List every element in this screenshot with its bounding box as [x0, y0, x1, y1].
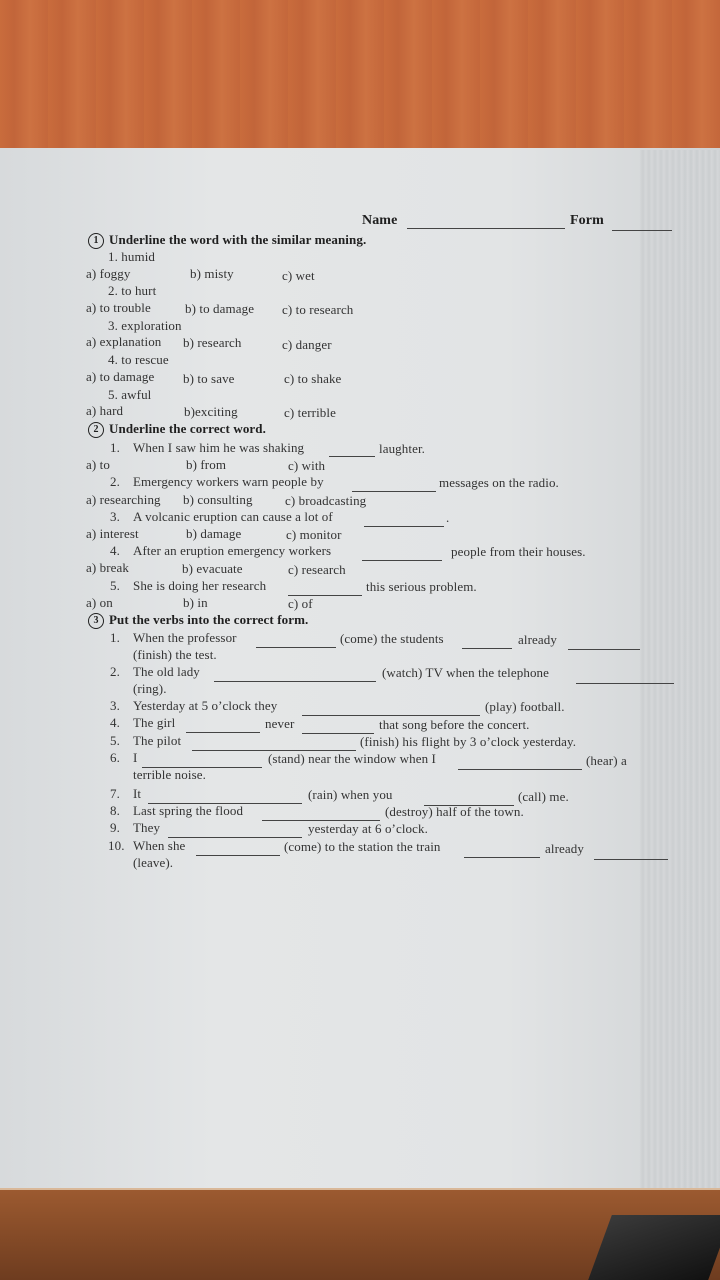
option-c[interactable]: c) broadcasting: [285, 493, 367, 508]
item-text: terrible noise.: [133, 767, 206, 782]
answer-blank[interactable]: [329, 446, 375, 457]
option-a[interactable]: a) to: [86, 457, 110, 472]
answer-blank[interactable]: [364, 516, 444, 527]
option-c[interactable]: c) to research: [282, 302, 354, 317]
item-text: (hear) a: [586, 753, 627, 768]
item-text: (finish) the test.: [133, 647, 217, 662]
item-number: 6.: [110, 750, 120, 765]
item-text: The pilot: [133, 733, 182, 748]
verb-blank[interactable]: [464, 847, 540, 858]
item-text: Last spring the flood: [133, 803, 244, 818]
question-text: When I saw him he was shaking: [133, 440, 305, 455]
question-word: 5. awful: [108, 387, 152, 402]
item-text: (ring).: [133, 681, 167, 696]
question-text-end: people from their houses.: [451, 544, 586, 559]
item-text: The girl: [133, 715, 176, 730]
option-a[interactable]: a) explanation: [86, 334, 162, 349]
option-c[interactable]: c) with: [288, 458, 326, 473]
verb-blank[interactable]: [186, 722, 260, 733]
question-text: She is doing her research: [133, 578, 267, 593]
verb-blank[interactable]: [262, 810, 380, 821]
dark-object: [588, 1215, 720, 1280]
item-text: (come) the students: [340, 631, 444, 646]
item-text: (destroy) half of the town.: [385, 804, 524, 819]
option-b[interactable]: b) damage: [186, 526, 242, 541]
option-b[interactable]: b) consulting: [183, 492, 253, 507]
verb-blank[interactable]: [214, 671, 376, 682]
option-c[interactable]: c) of: [288, 596, 313, 611]
option-b[interactable]: b)exciting: [184, 404, 238, 419]
item-number: 10.: [108, 838, 125, 853]
verb-blank[interactable]: [462, 638, 512, 649]
option-b[interactable]: b) to save: [183, 371, 235, 386]
item-text: When she: [133, 838, 186, 853]
answer-blank[interactable]: [352, 481, 436, 492]
item-text: (finish) his flight by 3 o’clock yesterday.: [360, 734, 577, 749]
item-text: never: [265, 716, 295, 731]
verb-blank[interactable]: [302, 723, 374, 734]
item-text: (call) me.: [518, 789, 569, 804]
verb-blank[interactable]: [256, 637, 336, 648]
verb-blank[interactable]: [594, 849, 668, 860]
name-blank[interactable]: [407, 218, 565, 229]
section-number: 2: [88, 422, 104, 438]
item-text: already: [518, 632, 557, 647]
item-text: (watch) TV when the telephone: [382, 665, 550, 680]
option-b[interactable]: b) research: [183, 335, 242, 350]
section-1-heading: [88, 232, 366, 249]
item-text: (stand) near the window when I: [268, 751, 436, 766]
name-label: Name: [362, 213, 398, 228]
paper-stack-edge: [640, 150, 720, 1190]
option-a[interactable]: a) interest: [86, 526, 139, 541]
item-text: (leave).: [133, 855, 174, 870]
question-number: 4.: [110, 543, 120, 558]
verb-blank[interactable]: [568, 639, 640, 650]
item-number: 9.: [110, 820, 120, 835]
verb-blank[interactable]: [576, 673, 674, 684]
option-c[interactable]: c) research: [288, 562, 346, 577]
section-title: Underline the correct word.: [109, 421, 266, 436]
verb-blank[interactable]: [458, 759, 582, 770]
section-number: 3: [88, 613, 104, 629]
question-word: 4. to rescue: [108, 352, 169, 367]
section-title: Put the verbs into the correct form.: [109, 612, 309, 627]
item-number: 7.: [110, 786, 120, 801]
question-number: 5.: [110, 578, 120, 593]
option-a[interactable]: a) hard: [86, 403, 124, 418]
section-title: Underline the word with the similar meaning.: [109, 232, 367, 247]
question-number: 3.: [110, 509, 120, 524]
option-a[interactable]: a) foggy: [86, 266, 131, 281]
question-number: 2.: [110, 474, 120, 489]
question-text-end: .: [446, 510, 450, 525]
option-a[interactable]: a) researching: [86, 492, 161, 507]
option-a[interactable]: a) break: [86, 560, 130, 575]
item-number: 3.: [110, 698, 120, 713]
item-text: They: [133, 820, 161, 835]
section-2-heading: [88, 421, 266, 438]
item-text: already: [545, 841, 584, 856]
question-text-end: laughter.: [379, 441, 426, 456]
answer-blank[interactable]: [288, 585, 362, 596]
question-text: A volcanic eruption can cause a lot of: [133, 509, 333, 524]
item-text: (rain) when you: [308, 787, 393, 802]
item-number: 5.: [110, 733, 120, 748]
item-number: 1.: [110, 630, 120, 645]
question-text-end: messages on the radio.: [439, 475, 559, 490]
item-text: The old lady: [133, 664, 200, 679]
option-b[interactable]: b) to damage: [185, 301, 255, 316]
question-text-end: this serious problem.: [366, 579, 477, 594]
verb-blank[interactable]: [192, 740, 356, 751]
item-number: 4.: [110, 715, 120, 730]
form-label: Form: [570, 213, 604, 228]
question-text: Emergency workers warn people by: [133, 474, 324, 489]
wooden-table-top: [0, 0, 720, 150]
question-number: 1.: [110, 440, 120, 455]
option-a[interactable]: a) to damage: [86, 369, 155, 384]
item-text: (come) to the station the train: [284, 839, 441, 854]
option-b[interactable]: b) in: [183, 595, 208, 610]
item-text: Yesterday at 5 o’clock they: [133, 698, 278, 713]
form-blank[interactable]: [612, 220, 672, 231]
option-c[interactable]: c) wet: [282, 268, 315, 283]
question-word: 1. humid: [108, 249, 156, 264]
answer-blank[interactable]: [362, 550, 442, 561]
verb-blank[interactable]: [168, 827, 302, 838]
section-3-heading: [88, 612, 308, 629]
question-word: 3. exploration: [108, 318, 182, 333]
section-number: 1: [88, 233, 104, 249]
option-b[interactable]: b) evacuate: [182, 561, 243, 576]
item-text: I: [133, 750, 138, 765]
item-text: that song before the concert.: [379, 717, 530, 732]
option-b[interactable]: b) from: [186, 457, 227, 472]
option-c[interactable]: c) monitor: [286, 527, 342, 542]
question-text: After an eruption emergency workers: [133, 543, 332, 558]
item-text: It: [133, 786, 142, 801]
item-text: yesterday at 6 o’clock.: [308, 821, 428, 836]
option-a[interactable]: a) to trouble: [86, 300, 151, 315]
option-c[interactable]: c) danger: [282, 337, 332, 352]
item-text: (play) football.: [485, 699, 565, 714]
item-number: 8.: [110, 803, 120, 818]
option-a[interactable]: a) on: [86, 595, 113, 610]
option-c[interactable]: c) terrible: [284, 405, 336, 420]
option-c[interactable]: c) to shake: [284, 371, 342, 386]
item-number: 2.: [110, 664, 120, 679]
item-text: When the professor: [133, 630, 237, 645]
verb-blank[interactable]: [196, 845, 280, 856]
option-b[interactable]: b) misty: [190, 266, 234, 281]
verb-blank[interactable]: [302, 705, 480, 716]
question-word: 2. to hurt: [108, 283, 157, 298]
